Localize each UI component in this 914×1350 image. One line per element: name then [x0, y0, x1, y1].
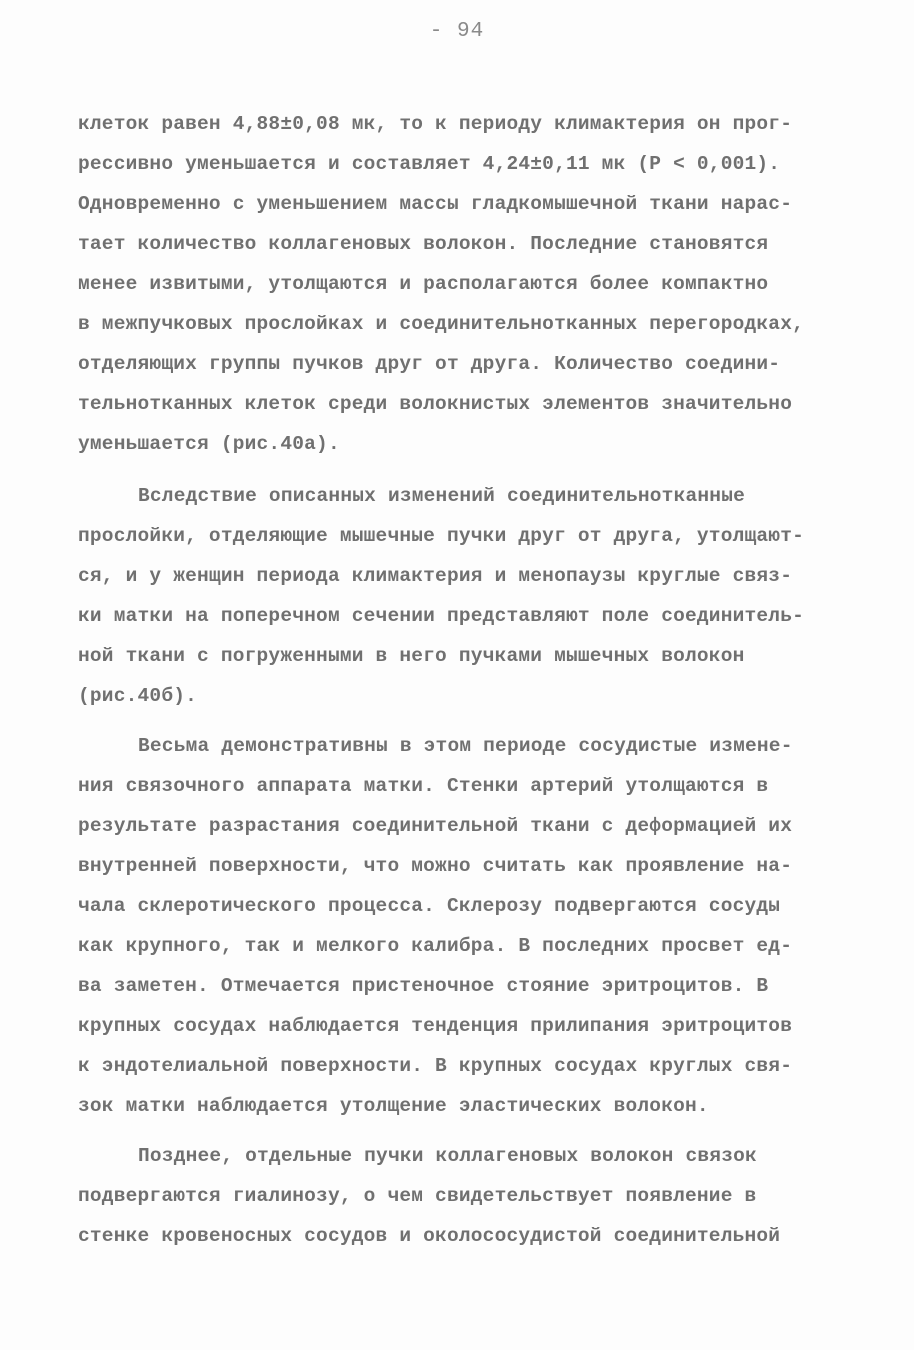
text-line: тает количество коллагеновых волокон. Последние становятся [78, 233, 769, 255]
text-line: (рис.40б). [78, 685, 198, 707]
text-line: результате разрастания соединительной ткани с деформацией их [78, 815, 793, 837]
text-line: ки матки на поперечном сечении представляют поле соединитель- [78, 605, 805, 627]
text-line: крупных сосудах наблюдается тенденция прилипания эритроцитов [78, 1015, 793, 1037]
text-line: уменьшается (рис.40а). [78, 433, 340, 455]
page-number: - 94 [429, 20, 485, 43]
text-line: ной ткани с погруженными в него пучками мышечных волокон [78, 645, 745, 667]
text-line: в межпучковых прослойках и соединительнотканных перегородках, [78, 313, 805, 335]
text-line: рессивно уменьшается и составляет 4,24±0,11 мк (Р < 0,001). [78, 153, 781, 175]
text-line: чала склеротического процесса. Склерозу подвергаются сосуды [78, 895, 781, 917]
text-line: ния связочного аппарата матки. Стенки артерий утолщаются в [78, 775, 769, 797]
text-line: отделяющих группы пучков друг от друга. Количество соедини- [78, 353, 781, 375]
text-line: подвергаются гиалинозу, о чем свидетельствует появление в [78, 1185, 757, 1207]
paragraph-start-line: Позднее, отдельные пучки коллагеновых волокон связок [138, 1145, 757, 1167]
text-line: тельнотканных клеток среди волокнистых элементов значительно [78, 393, 793, 415]
text-line: к эндотелиальной поверхности. В крупных сосудах круглых свя- [78, 1055, 793, 1077]
text-line: менее извитыми, утолщаются и располагаются более компактно [78, 273, 769, 295]
text-line: клеток равен 4,88±0,08 мк, то к периоду климактерия он прог- [78, 113, 793, 135]
text-line: стенке кровеносных сосудов и околососудистой соединительной [78, 1225, 781, 1247]
text-line: ва заметен. Отмечается пристеночное стояние эритроцитов. В [78, 975, 769, 997]
text-line: внутренней поверхности, что можно считать как проявление на- [78, 855, 793, 877]
text-line: зок матки наблюдается утолщение эластических волокон. [78, 1095, 709, 1117]
text-line: как крупного, так и мелкого калибра. В последних просвет ед- [78, 935, 793, 957]
text-line: прослойки, отделяющие мышечные пучки друг от друга, утолщают- [78, 525, 805, 547]
paragraph-start-line: Весьма демонстративны в этом периоде сосудистые измене- [138, 735, 793, 757]
paragraph-start-line: Вследствие описанных изменений соединительнотканные [138, 485, 745, 507]
text-line: Одновременно с уменьшением массы гладкомышечной ткани нарас- [78, 193, 793, 215]
text-line: ся, и у женщин периода климактерия и менопаузы круглые связ- [78, 565, 793, 587]
